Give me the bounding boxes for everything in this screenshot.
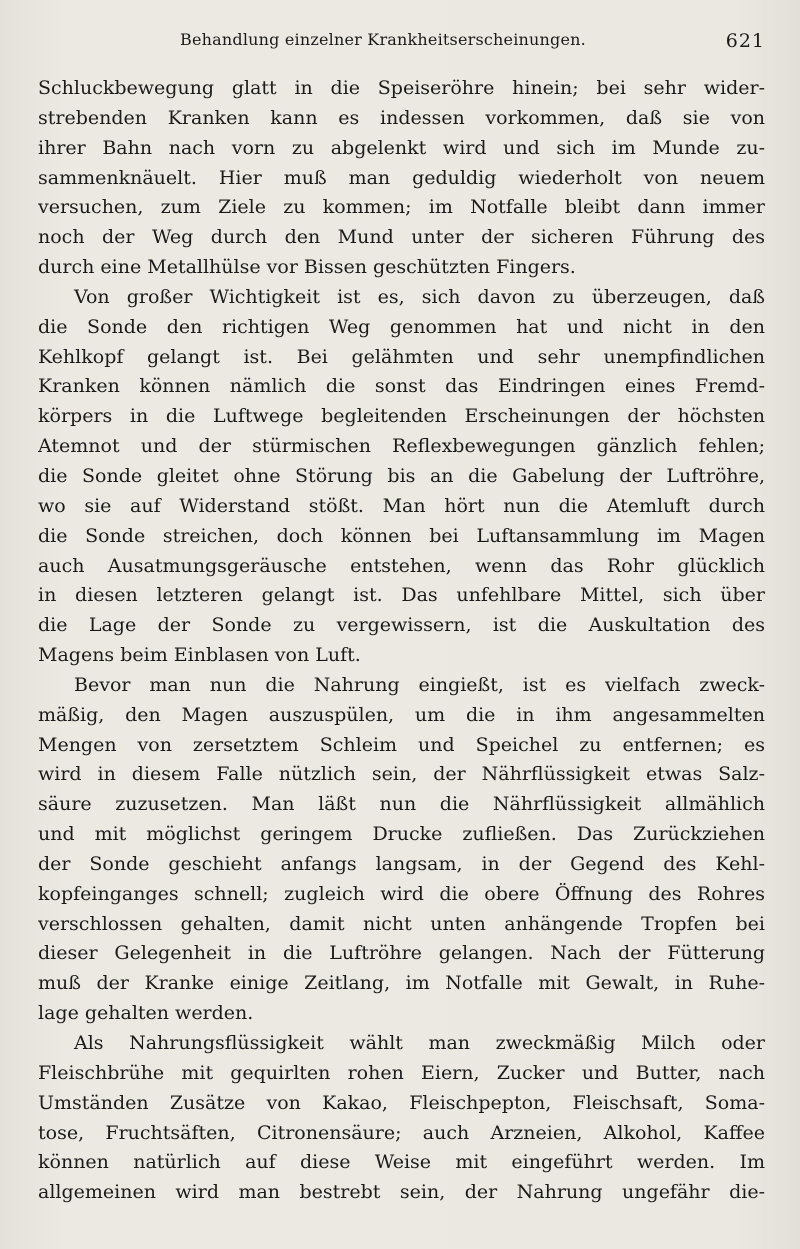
text-line: dieser Gelegenheit in die Luftröhre gelangen. Nach der Fütterung xyxy=(38,942,765,965)
text-line: allgemeinen wird man bestrebt sein, der Nahrung ungefähr die- xyxy=(38,1181,765,1204)
paragraph-start-line: Als Nahrungsflüssigkeit wählt man zweckmäßig Milch oder xyxy=(74,1032,765,1054)
text-line: lage gehalten werden. xyxy=(38,1002,254,1025)
text-line: tose, Fruchtsäften, Citronensäure; auch Arzneien, Alkohol, Kaffee xyxy=(38,1121,765,1144)
text-line: mäßig, den Magen auszuspülen, um die in ihm angesammelten xyxy=(38,703,765,726)
text-line: in diesen letzteren gelangt ist. Das unfehlbare Mittel, sich über xyxy=(38,584,765,607)
header-title: Behandlung einzelner Krankheitserscheinungen. xyxy=(180,30,586,49)
text-line: die Lage der Sonde zu vergewissern, ist die Auskultation des xyxy=(38,614,765,637)
text-line: muß der Kranke einige Zeitlang, im Notfalle mit Gewalt, in Ruhe- xyxy=(38,972,765,995)
text-line: wird in diesem Falle nützlich sein, der Nährflüssigkeit etwas Salz- xyxy=(38,763,765,786)
text-line: auch Ausatmungsgeräusche entstehen, wenn das Rohr glücklich xyxy=(38,554,765,577)
text-line: Schluckbewegung glatt in die Speiseröhre hinein; bei sehr wider- xyxy=(38,77,765,99)
text-line: die Sonde den richtigen Weg genommen hat und nicht in den xyxy=(38,315,765,338)
text-line: Kranken können nämlich die sonst das Eindringen eines Fremd- xyxy=(38,375,765,398)
text-line: verschlossen gehalten, damit nicht unten anhängende Tropfen bei xyxy=(38,912,765,935)
text-line: Magens beim Einblasen von Luft. xyxy=(38,644,361,667)
text-line: wo sie auf Widerstand stößt. Man hört nun die Atemluft durch xyxy=(38,494,765,517)
text-line: die Sonde streichen, doch können bei Luftansammlung im Magen xyxy=(38,524,765,547)
running-head xyxy=(38,30,765,56)
text-line: kopfeinganges schnell; zugleich wird die obere Öffnung des Rohres xyxy=(38,882,765,905)
text-line: Mengen von zersetztem Schleim und Speichel zu entfernen; es xyxy=(38,733,765,756)
text-line: versuchen, zum Ziele zu kommen; im Notfalle bleibt dann immer xyxy=(38,196,765,219)
text-line: Kehlkopf gelangt ist. Bei gelähmten und sehr unempfindlichen xyxy=(38,345,765,368)
text-line: Atemnot und der stürmischen Reflexbewegungen gänzlich fehlen; xyxy=(38,435,765,458)
text-line: die Sonde gleitet ohne Störung bis an die Gabelung der Luftröhre, xyxy=(38,464,765,487)
page-number: 621 xyxy=(725,30,765,52)
text-line: und mit möglichst geringem Drucke zufließen. Das Zurückziehen xyxy=(38,823,765,846)
text-line: Umständen Zusätze von Kakao, Fleischpepton, Fleischsaft, Soma- xyxy=(38,1091,765,1114)
text-line: noch der Weg durch den Mund unter der sicheren Führung des xyxy=(38,226,765,249)
body-text xyxy=(38,74,765,1208)
paragraph-start-line: Von großer Wichtigkeit ist es, sich davon zu überzeugen, daß xyxy=(74,285,765,308)
text-line: durch eine Metallhülse vor Bissen geschützten Fingers. xyxy=(38,256,576,279)
text-line: säure zuzusetzen. Man läßt nun die Nährflüssigkeit allmählich xyxy=(38,793,765,816)
text-line: strebenden Kranken kann es indessen vorkommen, daß sie von xyxy=(38,106,765,129)
text-line: können natürlich auf diese Weise mit eingeführt werden. Im xyxy=(38,1151,765,1174)
text-line: ihrer Bahn nach vorn zu abgelenkt wird und sich im Munde zu- xyxy=(38,136,765,159)
text-line: Fleischbrühe mit gequirlten rohen Eiern, Zucker und Butter, nach xyxy=(38,1061,765,1084)
text-line: körpers in die Luftwege begleitenden Erscheinungen der höchsten xyxy=(38,405,765,428)
paragraph-start-line: Bevor man nun die Nahrung eingießt, ist es vielfach zweck- xyxy=(74,673,765,696)
text-line: der Sonde geschieht anfangs langsam, in der Gegend des Kehl- xyxy=(38,852,765,875)
text-line: sammenknäuelt. Hier muß man geduldig wiederholt von neuem xyxy=(38,166,765,189)
